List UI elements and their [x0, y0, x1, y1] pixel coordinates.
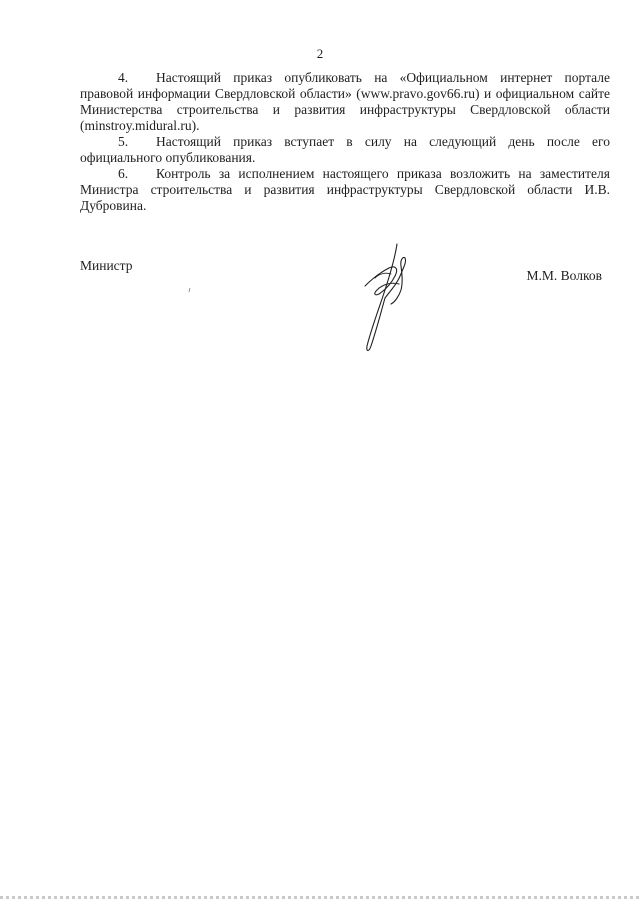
paragraph-4: [80, 70, 610, 134]
paragraph-text: Настоящий приказ вступает в силу на следующий день после его официального опубликования.: [80, 134, 610, 165]
paragraph-number: 5.: [118, 134, 129, 149]
paragraph-number: 4.: [118, 70, 129, 85]
signature-block: [80, 258, 602, 358]
scan-edge-border: [0, 896, 640, 899]
page-number: 2: [316, 46, 324, 61]
signer-role: Министр: [80, 258, 133, 273]
paragraph-number: 6.: [118, 166, 129, 181]
paragraph-text: Настоящий приказ опубликовать на «Официальном интернет портале правовой информации Свердловской области» (www.pravo.gov66.ru) и официальном сайте Министерства строительства и развития инфраструктуры Свердловской области (minstroy.midural.ru).: [80, 70, 610, 133]
scan-speck: [188, 288, 191, 292]
paragraph-6: [80, 166, 610, 214]
paragraph-5: [80, 134, 610, 166]
document-body: [80, 70, 610, 214]
paragraph-text: Контроль за исполнением настоящего приказа возложить на заместителя Министра строительства и развития инфраструктуры Свердловской области И.В. Дубровина.: [80, 166, 610, 213]
handwritten-signature: [345, 238, 425, 358]
signer-name: М.М. Волков: [526, 268, 602, 283]
